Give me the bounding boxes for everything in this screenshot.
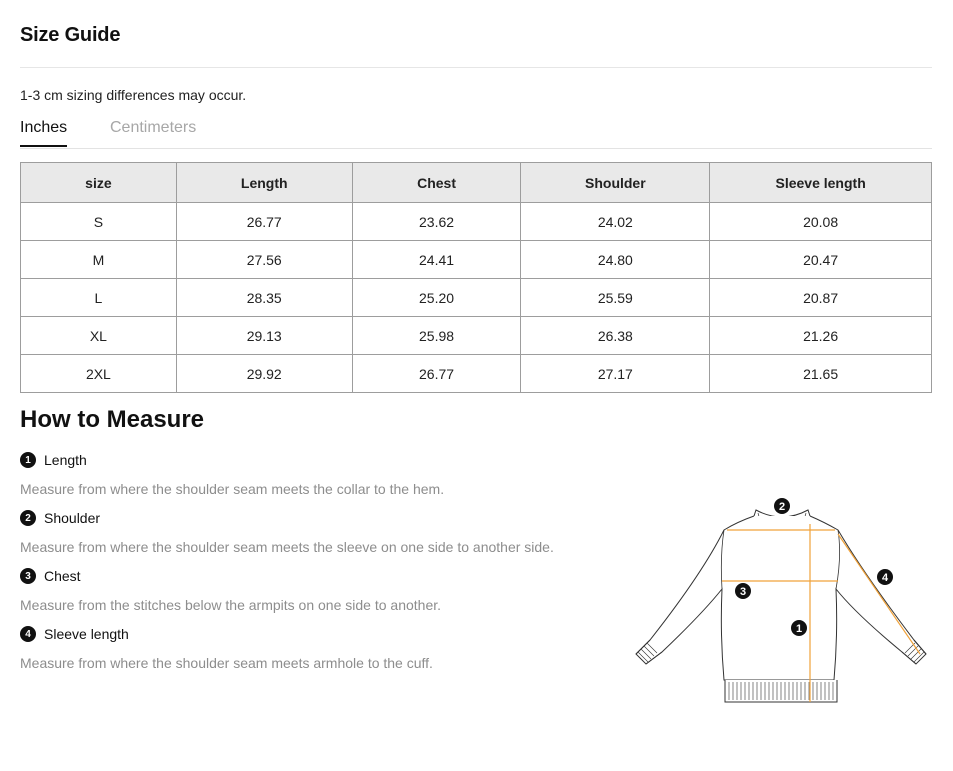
header-sleeve-length: Sleeve length <box>710 163 932 203</box>
header-length: Length <box>176 163 352 203</box>
number-4-icon: 4 <box>20 626 36 642</box>
sweater-outline-icon <box>636 510 926 702</box>
table-cell: 24.80 <box>521 241 710 279</box>
table-cell: 27.17 <box>521 355 710 393</box>
table-row <box>21 355 932 393</box>
step-label: Chest <box>44 568 81 584</box>
step-description: Measure from where the shoulder seam meets the collar to the hem. <box>20 481 445 497</box>
sweater-diagram <box>632 494 932 706</box>
divider <box>20 67 932 68</box>
unit-tabs <box>20 116 932 149</box>
table-header-row <box>21 163 932 203</box>
table-cell: 24.02 <box>521 203 710 241</box>
table-cell: 27.56 <box>176 241 352 279</box>
table-cell: 20.47 <box>710 241 932 279</box>
step-label: Length <box>44 452 87 468</box>
size-table <box>20 162 932 393</box>
table-cell: S <box>21 203 177 241</box>
table-cell: 24.41 <box>352 241 521 279</box>
table-cell: 29.92 <box>176 355 352 393</box>
step-description: Measure from where the shoulder seam meets the sleeve on one side to another side. <box>20 539 554 555</box>
svg-text:2: 2 <box>778 501 786 513</box>
tab-inches[interactable]: Inches <box>20 119 67 147</box>
step-sleeve-length <box>20 626 129 642</box>
header-shoulder: Shoulder <box>521 163 710 203</box>
step-chest <box>20 568 81 584</box>
step-label: Sleeve length <box>44 626 129 642</box>
tab-centimeters[interactable]: Centimeters <box>110 119 197 136</box>
table-cell: L <box>21 279 177 317</box>
page-title: Size Guide <box>20 24 121 46</box>
step-length <box>20 452 87 468</box>
marker-3-icon <box>735 583 751 599</box>
table-cell: 25.20 <box>352 279 521 317</box>
table-row <box>21 241 932 279</box>
marker-2-icon <box>774 498 790 514</box>
table-cell: 20.08 <box>710 203 932 241</box>
table-row <box>21 279 932 317</box>
step-label: Shoulder <box>44 510 101 526</box>
number-2-icon: 2 <box>20 510 36 526</box>
table-cell: 25.98 <box>352 317 521 355</box>
table-row <box>21 203 932 241</box>
header-chest: Chest <box>352 163 521 203</box>
step-shoulder <box>20 510 100 526</box>
step-description: Measure from the stitches below the armpits on one side to another. <box>20 597 442 613</box>
table-cell: 2XL <box>21 355 177 393</box>
sizing-note: 1-3 cm sizing differences may occur. <box>20 87 247 103</box>
svg-text:3: 3 <box>739 586 747 598</box>
table-cell: 28.35 <box>176 279 352 317</box>
table-cell: 20.87 <box>710 279 932 317</box>
number-1-icon: 1 <box>20 452 36 468</box>
number-3-icon: 3 <box>20 568 36 584</box>
svg-text:4: 4 <box>881 572 889 584</box>
table-cell: 26.77 <box>176 203 352 241</box>
table-cell: 26.38 <box>521 317 710 355</box>
step-description: Measure from where the shoulder seam meets armhole to the cuff. <box>20 655 433 671</box>
header-size: size <box>21 163 177 203</box>
table-cell: 23.62 <box>352 203 521 241</box>
table-cell: 21.26 <box>710 317 932 355</box>
table-cell: 21.65 <box>710 355 932 393</box>
table-cell: 25.59 <box>521 279 710 317</box>
table-cell: 29.13 <box>176 317 352 355</box>
how-to-measure-heading: How to Measure <box>20 406 205 433</box>
table-row <box>21 317 932 355</box>
table-cell: 26.77 <box>352 355 521 393</box>
table-cell: XL <box>21 317 177 355</box>
marker-4-icon <box>877 569 893 585</box>
svg-text:1: 1 <box>795 623 803 635</box>
marker-1-icon <box>791 620 807 636</box>
table-cell: M <box>21 241 177 279</box>
